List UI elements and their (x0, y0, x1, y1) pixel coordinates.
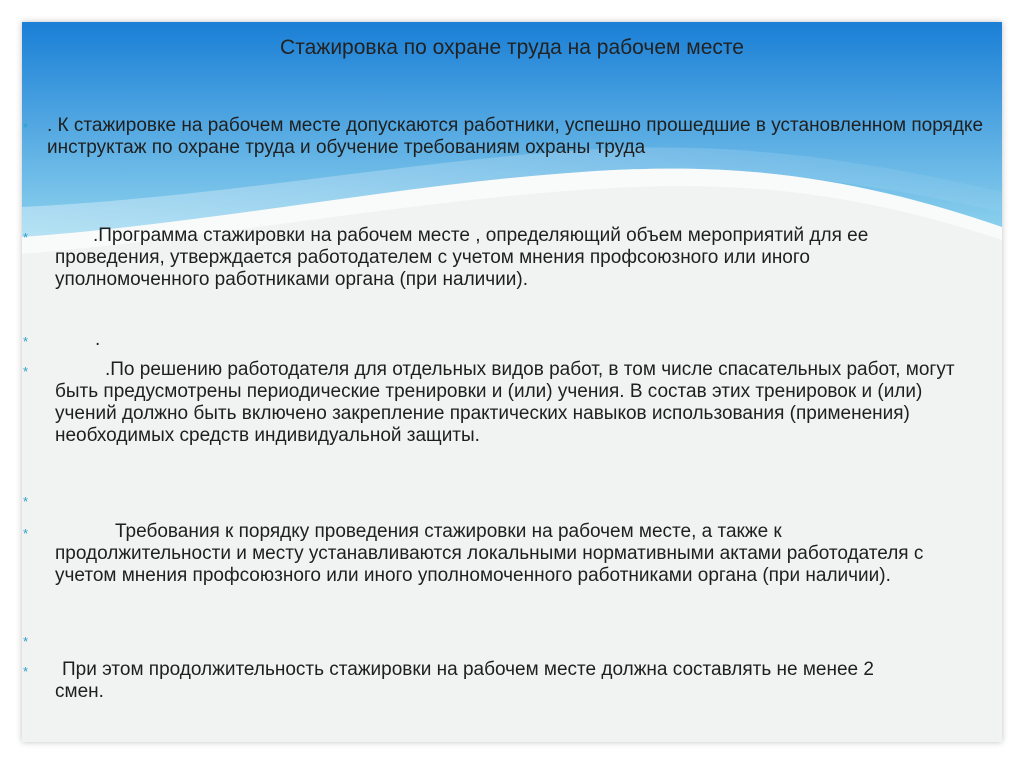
bullet-text: . (95, 329, 101, 350)
bullet-text: .По решению работодателя для отдельных видов работ, в том числе спасательных работ, могут быть предусмотрены периодические тренировки и (или) учения. В состав этих тренировок и (или) учений должно быть включено закрепление практических навыков использования (применения) необходимых средств индивидуальной защиты. (55, 359, 955, 446)
bullet-text: .Программа стажировки на рабочем месте , определяющий объем мероприятий для ее проведения, утверждается работодателем с учетом мнения профсоюзного или иного уполномоченного работниками органа (при наличии). (55, 225, 869, 290)
bullet-text: . К стажировке на рабочем месте допускаются работники, успешно прошедшие в установленном порядке инструктаж по охране труда и обучение требованиям охраны труда (47, 115, 984, 158)
asterisk-icon: * (23, 526, 29, 541)
asterisk-icon: * (23, 230, 29, 245)
asterisk-icon: * (23, 664, 29, 679)
bullet-text: Требования к порядку проведения стажировки на рабочем месте, а также к продолжительности и месту устанавливаются локальными нормативными актами работодателя с учетом мнения профсоюзного или иного уполномоченного работниками органа (при наличии). (55, 521, 924, 586)
asterisk-icon: * (23, 120, 29, 135)
asterisk-icon: * (23, 334, 29, 349)
slide-title: Стажировка по охране труда на рабочем месте (280, 36, 744, 59)
asterisk-icon: * (23, 494, 29, 509)
bullet-text: При этом продолжительность стажировки на рабочем месте должна составлять не менее 2 смен. (55, 659, 874, 702)
asterisk-icon: * (23, 634, 29, 649)
asterisk-icon: * (23, 364, 29, 379)
